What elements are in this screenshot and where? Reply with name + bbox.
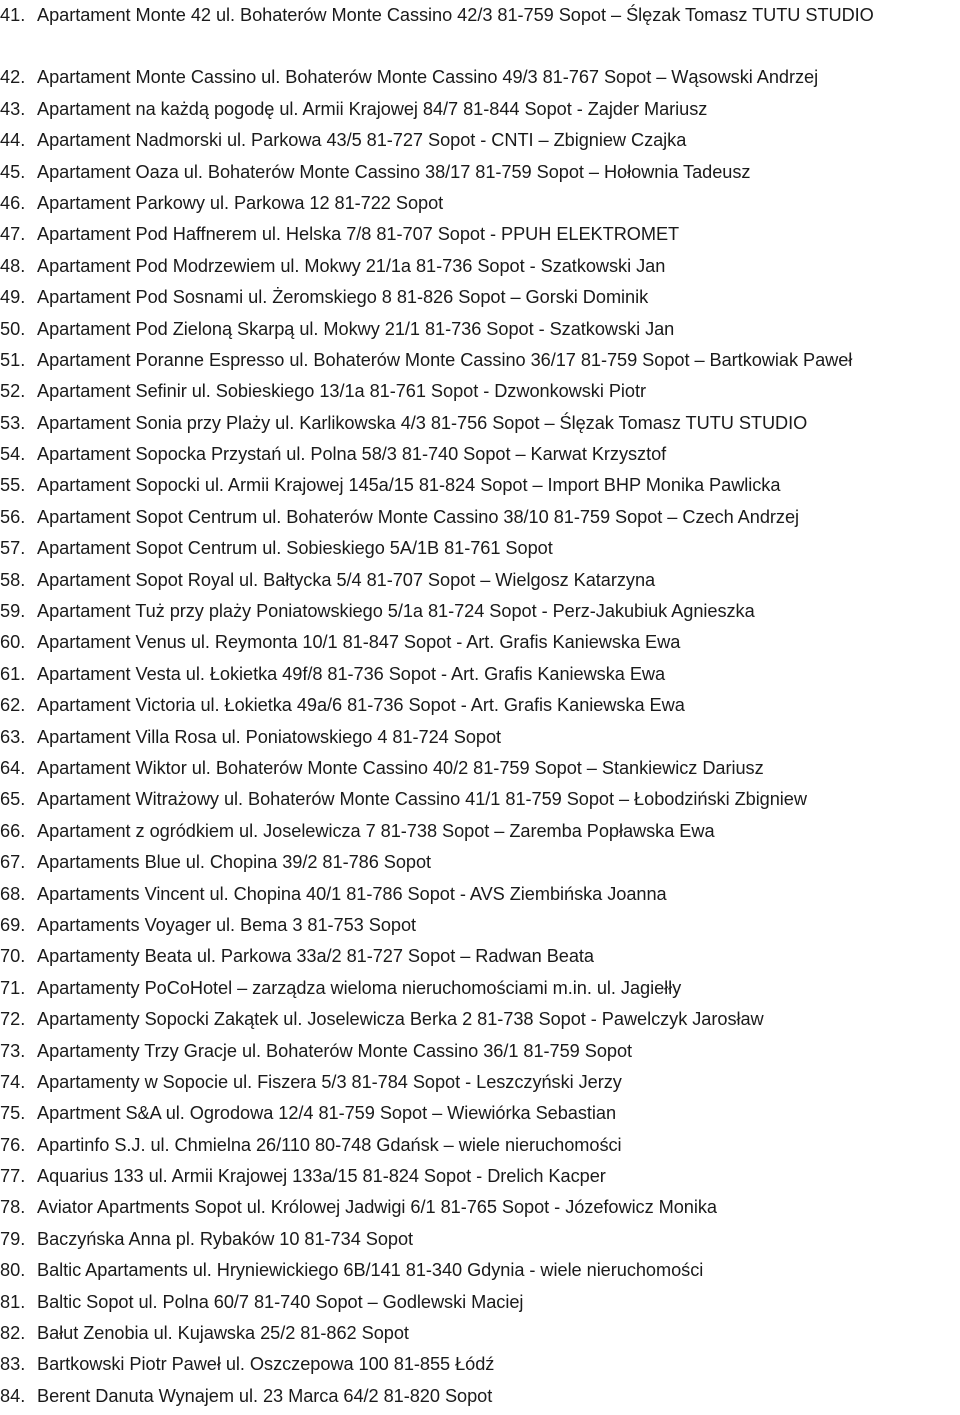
list-item: [0, 753, 960, 784]
item-number: 82.: [0, 1323, 26, 1344]
item-text: Apartament Monte Cassino ul. Bohaterów Monte Cassino 49/3 81-767 Sopot – Wąsowski Andrzej: [37, 67, 819, 88]
item-number: 61.: [0, 663, 26, 684]
item-number: 66.: [0, 820, 26, 841]
item-text: Apartament Sopocka Przystań ul. Polna 58/3 81-740 Sopot – Karwat Krzysztof: [37, 444, 667, 465]
item-text: Apartament Poranne Espresso ul. Bohaterów Monte Cassino 36/17 81-759 Sopot – Bartkowiak Paweł: [37, 349, 853, 370]
item-text: Apartament Sopot Centrum ul. Bohaterów Monte Cassino 38/10 81-759 Sopot – Czech Andrzej: [37, 506, 799, 527]
item-number: 78.: [0, 1197, 26, 1218]
list-item: [0, 157, 960, 188]
item-text: Apartament Venus ul. Reymonta 10/1 81-847 Sopot - Art. Grafis Kaniewska Ewa: [37, 632, 681, 653]
item-text: Apartinfo S.J. ul. Chmielna 26/110 80-748 Gdańsk – wiele nieruchomości: [37, 1134, 622, 1155]
list-item: [0, 94, 960, 125]
item-text: Apartament Pod Zieloną Skarpą ul. Mokwy 21/1 81-736 Sopot - Szatkowski Jan: [37, 318, 675, 339]
list-item: [0, 816, 960, 847]
list-item: [0, 690, 960, 721]
item-number: 51.: [0, 349, 26, 370]
item-text: Apartament Nadmorski ul. Parkowa 43/5 81-727 Sopot - CNTI – Zbigniew Czajka: [37, 130, 687, 151]
item-number: 75.: [0, 1103, 26, 1124]
item-number: 68.: [0, 883, 26, 904]
list-item: [0, 659, 960, 690]
list-item: [0, 1130, 960, 1161]
item-text: Baltic Apartaments ul. Hryniewickiego 6B/141 81-340 Gdynia - wiele nieruchomości: [37, 1260, 704, 1281]
list-item: [0, 1255, 960, 1286]
item-text: Apartament Pod Sosnami ul. Żeromskiego 8 81-826 Sopot – Gorski Dominik: [37, 287, 649, 308]
item-text: Apartament Sopocki ul. Armii Krajowej 145a/15 81-824 Sopot – Import BHP Monika Pawlicka: [37, 475, 781, 496]
list-item: [0, 1004, 960, 1035]
list-item: [0, 1161, 960, 1192]
list-item: [0, 345, 960, 376]
list-item: [0, 879, 960, 910]
list-item: [0, 1349, 960, 1380]
item-number: 48.: [0, 255, 26, 276]
item-text: Bartkowski Piotr Paweł ul. Oszczepowa 100 81-855 Łódź: [37, 1354, 495, 1375]
item-number: 45.: [0, 161, 26, 182]
list-item: [0, 1098, 960, 1129]
item-text: Apartament Pod Haffnerem ul. Helska 7/8 81-707 Sopot - PPUH ELEKTROMET: [37, 224, 680, 245]
list-item: [0, 188, 960, 219]
item-text: Apartamenty Beata ul. Parkowa 33a/2 81-727 Sopot – Radwan Beata: [37, 946, 594, 967]
item-number: 74.: [0, 1071, 26, 1092]
list-item: [0, 565, 960, 596]
item-number: 62.: [0, 695, 26, 716]
item-text: Apartament Tuż przy plaży Poniatowskiego 5/1a 81-724 Sopot - Perz-Jakubiuk Agnieszka: [37, 601, 755, 622]
list-item: [0, 1287, 960, 1318]
list-item: [0, 1192, 960, 1223]
list-item: [0, 376, 960, 407]
item-number: 67.: [0, 852, 26, 873]
item-text: Apartaments Voyager ul. Bema 3 81-753 Sopot: [37, 914, 417, 935]
list-item: [0, 1067, 960, 1098]
item-text: Apartment S&A ul. Ogrodowa 12/4 81-759 Sopot – Wiewiórka Sebastian: [37, 1103, 617, 1124]
item-number: 44.: [0, 130, 26, 151]
item-number: 59.: [0, 601, 26, 622]
item-text: Apartament Sefinir ul. Sobieskiego 13/1a 81-761 Sopot - Dzwonkowski Piotr: [37, 381, 646, 402]
item-number: 41.: [0, 5, 26, 25]
list-item: [0, 533, 960, 564]
item-text: Apartament Oaza ul. Bohaterów Monte Cassino 38/17 81-759 Sopot – Hołownia Tadeusz: [37, 161, 751, 182]
list-item: [0, 627, 960, 658]
item-text: Apartamenty Trzy Gracje ul. Bohaterów Monte Cassino 36/1 81-759 Sopot: [37, 1040, 633, 1061]
item-number: 71.: [0, 977, 26, 998]
list-item: [0, 282, 960, 313]
item-text: Apartament Parkowy ul. Parkowa 12 81-722 Sopot: [37, 192, 444, 213]
item-number: 81.: [0, 1291, 26, 1312]
item-number: 49.: [0, 287, 26, 308]
item-text: Aquarius 133 ul. Armii Krajowej 133a/15 81-824 Sopot - Drelich Kacper: [37, 1166, 606, 1187]
item-text: Apartaments Vincent ul. Chopina 40/1 81-786 Sopot - AVS Ziembińska Joanna: [37, 883, 667, 904]
item-number: 65.: [0, 789, 26, 810]
item-number: 50.: [0, 318, 26, 339]
item-text: Apartament Pod Modrzewiem ul. Mokwy 21/1a 81-736 Sopot - Szatkowski Jan: [37, 255, 666, 276]
list-item: [0, 251, 960, 282]
item-text: Apartament Villa Rosa ul. Poniatowskiego 4 81-724 Sopot: [37, 726, 502, 747]
list-item: [0, 910, 960, 941]
item-number: 46.: [0, 192, 26, 213]
item-number: 63.: [0, 726, 26, 747]
item-text: Apartament Sopot Royal ul. Bałtycka 5/4 81-707 Sopot – Wielgosz Katarzyna: [37, 569, 656, 590]
item-number: 54.: [0, 444, 26, 465]
item-text: Apartamenty w Sopocie ul. Fiszera 5/3 81-784 Sopot - Leszczyński Jerzy: [37, 1071, 622, 1092]
item-number: 53.: [0, 412, 26, 433]
item-number: 56.: [0, 506, 26, 527]
list-item: [0, 314, 960, 345]
list-item: [0, 0, 960, 62]
item-text: Apartament Monte 42 ul. Bohaterów Monte Cassino 42/3 81-759 Sopot – Ślęzak Tomasz TUTU STUDIO: [37, 5, 874, 25]
item-text: Aviator Apartments Sopot ul. Królowej Jadwigi 6/1 81-765 Sopot - Józefowicz Monika: [37, 1197, 717, 1218]
item-number: 43.: [0, 98, 26, 119]
item-number: 76.: [0, 1134, 26, 1155]
list-item: [0, 1381, 960, 1412]
list-item: [0, 1318, 960, 1349]
item-number: 60.: [0, 632, 26, 653]
item-number: 77.: [0, 1166, 26, 1187]
list-item: [0, 722, 960, 753]
item-number: 52.: [0, 381, 26, 402]
item-number: 72.: [0, 1009, 26, 1030]
list-item: [0, 62, 960, 93]
list-item: [0, 784, 960, 815]
item-number: 55.: [0, 475, 26, 496]
item-number: 57.: [0, 538, 26, 559]
item-number: 42.: [0, 67, 26, 88]
item-text: Apartament Wiktor ul. Bohaterów Monte Cassino 40/2 81-759 Sopot – Stankiewicz Dariusz: [37, 757, 764, 778]
list-item: [0, 941, 960, 972]
item-number: 80.: [0, 1260, 26, 1281]
item-text: Apartament Sonia przy Plaży ul. Karlikowska 4/3 81-756 Sopot – Ślęzak Tomasz TUTU STUDIO: [37, 412, 808, 433]
item-number: 47.: [0, 224, 26, 245]
item-text: Apartament Victoria ul. Łokietka 49a/6 81-736 Sopot - Art. Grafis Kaniewska Ewa: [37, 695, 685, 716]
item-number: 73.: [0, 1040, 26, 1061]
item-text: Apartaments Blue ul. Chopina 39/2 81-786 Sopot: [37, 852, 432, 873]
item-text: Baczyńska Anna pl. Rybaków 10 81-734 Sopot: [37, 1228, 414, 1249]
item-text: Apartamenty PoCoHotel – zarządza wieloma nieruchomościami m.in. ul. Jagiełły: [37, 977, 682, 998]
item-number: 84.: [0, 1385, 26, 1406]
list-item: [0, 439, 960, 470]
item-text: Bałut Zenobia ul. Kujawska 25/2 81-862 Sopot: [37, 1323, 409, 1344]
item-text: Apartamenty Sopocki Zakątek ul. Joselewicza Berka 2 81-738 Sopot - Pawelczyk Jarosław: [37, 1009, 764, 1030]
item-number: 83.: [0, 1354, 26, 1375]
item-number: 79.: [0, 1228, 26, 1249]
list-item: [0, 847, 960, 878]
item-number: 69.: [0, 914, 26, 935]
list-item: [0, 470, 960, 501]
item-number: 70.: [0, 946, 26, 967]
list-item: [0, 596, 960, 627]
item-text: Baltic Sopot ul. Polna 60/7 81-740 Sopot – Godlewski Maciej: [37, 1291, 524, 1312]
item-text: Apartament Sopot Centrum ul. Sobieskiego 5A/1B 81-761 Sopot: [37, 538, 553, 559]
item-number: 64.: [0, 757, 26, 778]
list-item: [0, 973, 960, 1004]
item-text: Apartament Vesta ul. Łokietka 49f/8 81-736 Sopot - Art. Grafis Kaniewska Ewa: [37, 663, 666, 684]
list-item: [0, 408, 960, 439]
item-text: Apartament Witrażowy ul. Bohaterów Monte Cassino 41/1 81-759 Sopot – Łobodziński Zbigniew: [37, 789, 807, 810]
list-item: [0, 1224, 960, 1255]
list-item: [0, 125, 960, 156]
list-item: [0, 219, 960, 250]
item-text: Berent Danuta Wynajem ul. 23 Marca 64/2 81-820 Sopot: [37, 1385, 493, 1406]
list-item: [0, 502, 960, 533]
list-item: [0, 1036, 960, 1067]
item-text: Apartament z ogródkiem ul. Joselewicza 7 81-738 Sopot – Zaremba Popławska Ewa: [37, 820, 715, 841]
item-text: Apartament na każdą pogodę ul. Armii Krajowej 84/7 81-844 Sopot - Zajder Mariusz: [37, 98, 708, 119]
item-number: 58.: [0, 569, 26, 590]
